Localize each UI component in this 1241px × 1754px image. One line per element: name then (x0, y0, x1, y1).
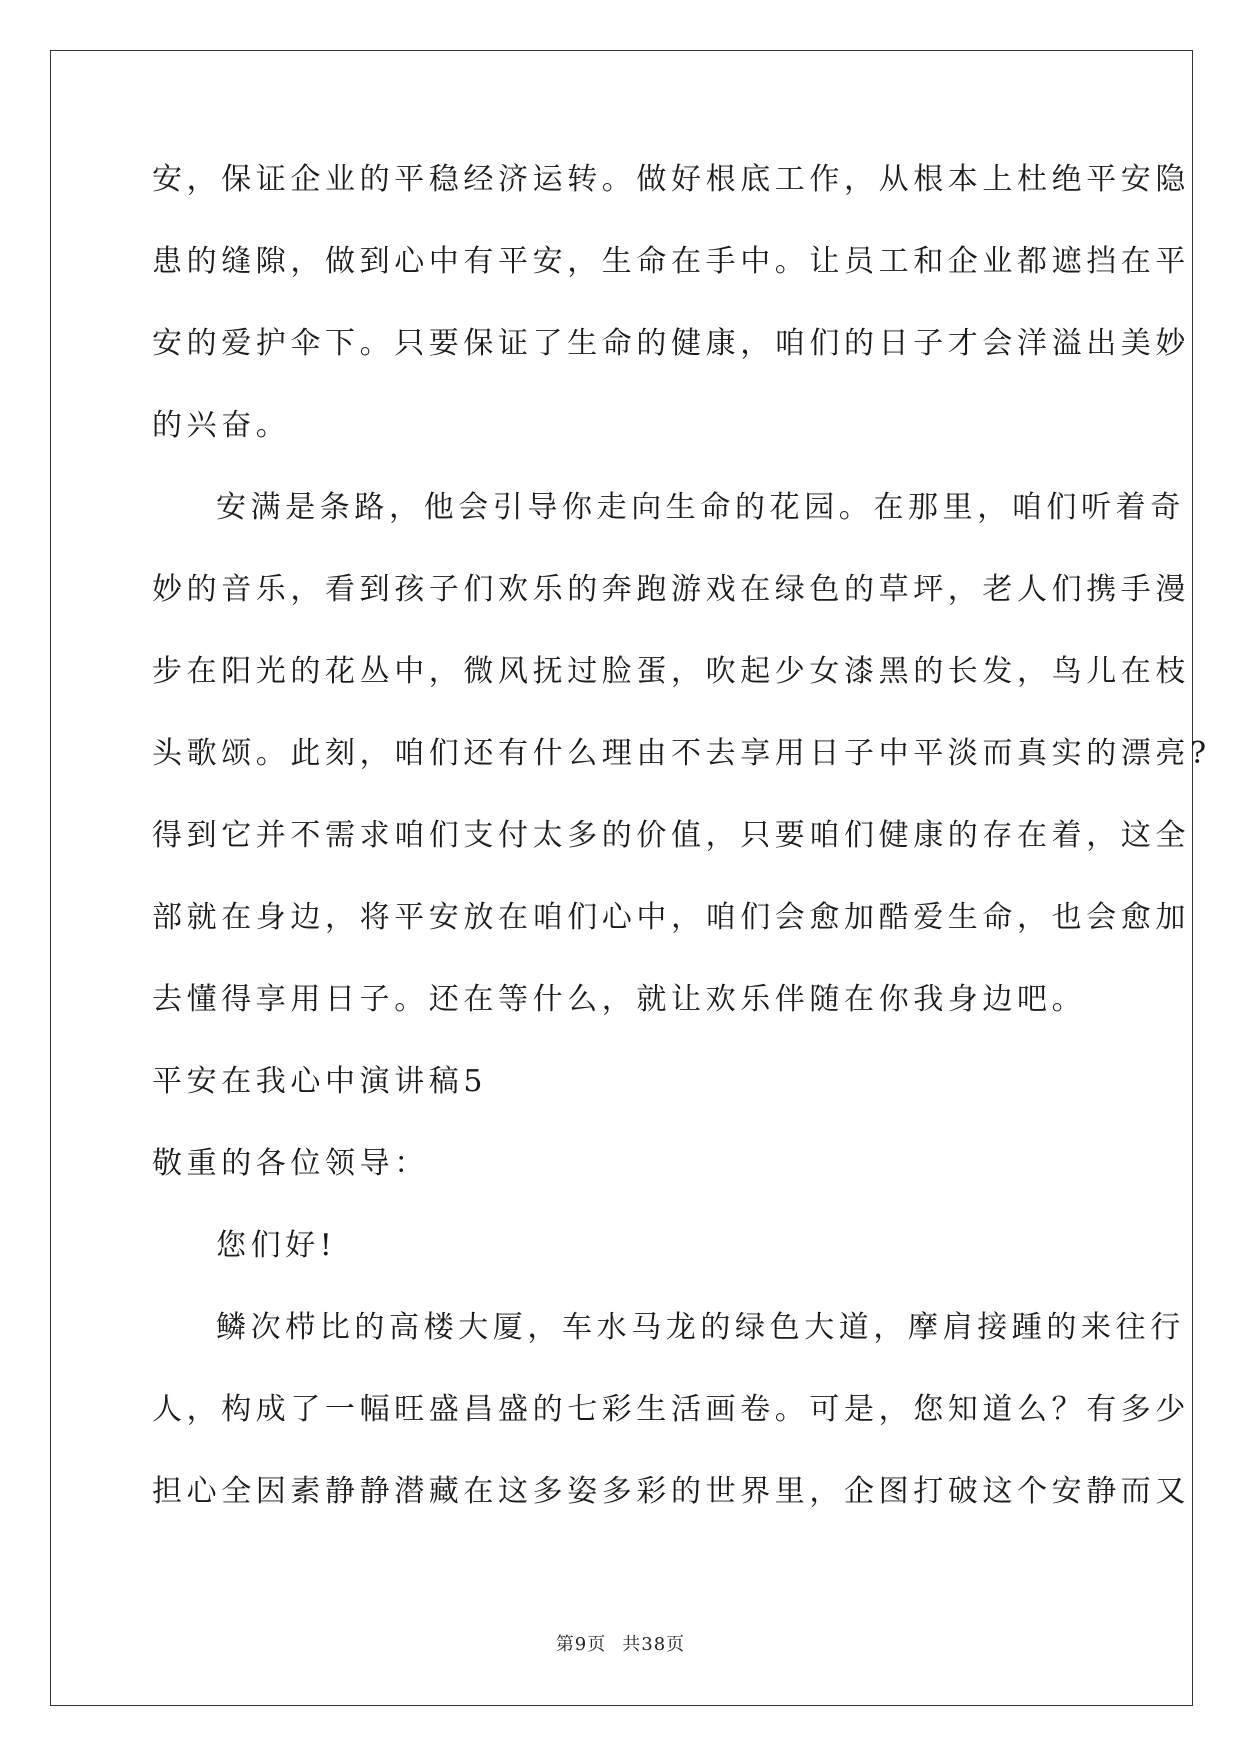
document-body (152, 162, 1211, 1557)
text-line: 安，保证企业的平稳经济运转。做好根底工作，从根本上杜绝平安隐 (152, 162, 1190, 197)
text-line: 妙的音乐，看到孩子们欢乐的奔跑游戏在绿色的草坪，老人们携手漫 (152, 572, 1190, 607)
section-title: 平安在我心中演讲稿5 (152, 1064, 488, 1099)
text-line: 部就在身边，将平安放在咱们心中，咱们会愈加酷爱生命，也会愈加 (152, 900, 1190, 935)
text-line: 安的爱护伞下。只要保证了生命的健康，咱们的日子才会洋溢出美妙 (152, 326, 1190, 361)
page-number: 第9页 (555, 1634, 607, 1655)
page-footer (0, 1630, 1241, 1656)
text-line: 步在阳光的花丛中，微风抚过脸蛋，吹起少女漆黑的长发，鸟儿在枝 (152, 654, 1190, 689)
page-total: 共38页 (622, 1634, 686, 1655)
text-line: 的兴奋。 (152, 408, 291, 443)
text-line: 得到它并不需求咱们支付太多的价值，只要咱们健康的存在着，这全 (152, 818, 1190, 853)
greeting: 您们好! (216, 1228, 337, 1263)
text-line: 患的缝隙，做到心中有平安，生命在手中。让员工和企业都遮挡在平 (152, 244, 1190, 279)
text-line: 头歌颂。此刻，咱们还有什么理由不去享用日子中平淡而真实的漂亮? (152, 736, 1211, 771)
text-line: 担心全因素静静潜藏在这多姿多彩的世界里，企图打破这个安静而又 (152, 1474, 1190, 1509)
text-line: 去懂得享用日子。还在等什么，就让欢乐伴随在你我身边吧。 (152, 982, 1087, 1017)
paragraph-first-line: 安满是条路，他会引导你走向生命的花园。在那里，咱们听着奇 (216, 490, 1185, 525)
text-line: 人，构成了一幅旺盛昌盛的七彩生活画卷。可是，您知道么？有多少 (152, 1392, 1190, 1427)
salutation: 敬重的各位领导： (152, 1146, 429, 1181)
paragraph-first-line: 鳞次栉比的高楼大厦，车水马龙的绿色大道，摩肩接踵的来往行 (216, 1310, 1185, 1345)
